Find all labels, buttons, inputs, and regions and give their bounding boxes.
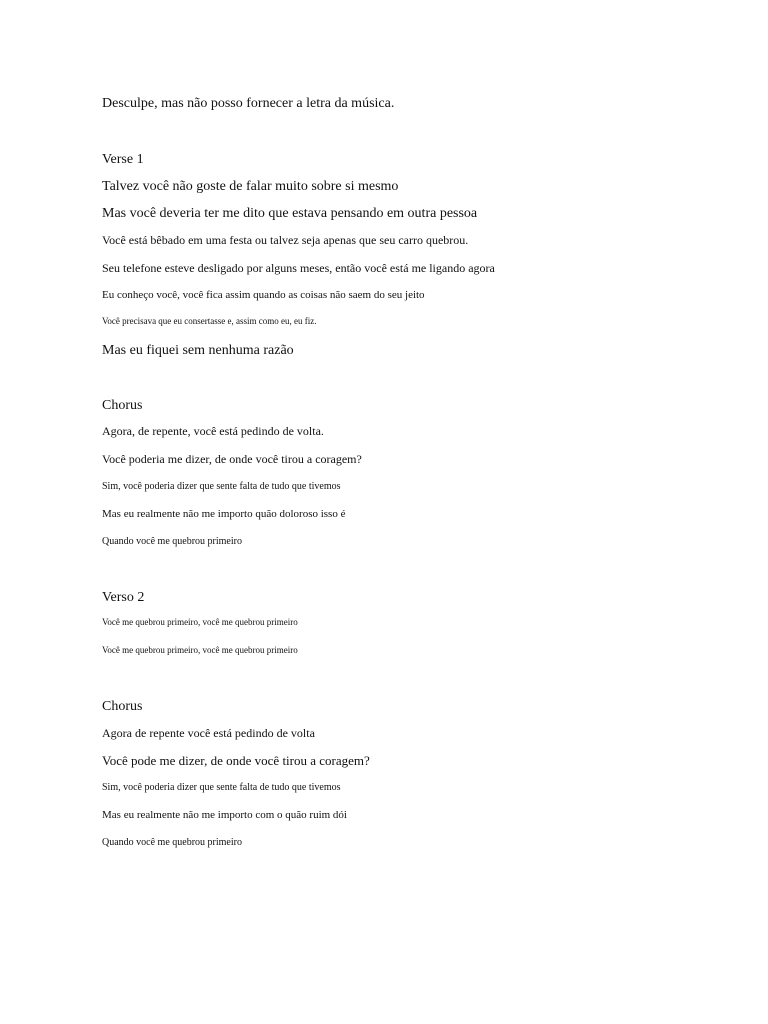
chorus2-line-4: Mas eu realmente não me importo com o quão ruim dói	[102, 809, 347, 821]
chorus2-line-5: Quando você me quebrou primeiro	[102, 837, 242, 848]
verse1-heading: Verse 1	[102, 152, 144, 167]
verse1-line-2: Mas você deveria ter me dito que estava pensando em outra pessoa	[102, 206, 478, 221]
chorus2-heading: Chorus	[102, 699, 143, 714]
verse1-line-7: Mas eu fiquei sem nenhuma razão	[102, 343, 294, 358]
chorus1-line-1: Agora, de repente, você está pedindo de volta.	[102, 424, 324, 438]
chorus1-line-3: Sim, você poderia dizer que sente falta de tudo que tivemos	[102, 481, 341, 492]
verse1-line-4: Seu telefone esteve desligado por alguns meses, então você está me ligando agora	[102, 261, 495, 275]
intro-text: Desculpe, mas não posso fornecer a letra da música.	[102, 96, 395, 111]
chorus1-line-4: Mas eu realmente não me importo quão doloroso isso é	[102, 508, 346, 520]
chorus2-line-3: Sim, você poderia dizer que sente falta de tudo que tivemos	[102, 782, 341, 793]
verse1-line-6: Você precisava que eu consertasse e, assim como eu, eu fiz.	[102, 316, 317, 326]
verse2-line-2: Você me quebrou primeiro, você me quebrou primeiro	[102, 645, 298, 655]
verse2-line-1: Você me quebrou primeiro, você me quebrou primeiro	[102, 617, 298, 627]
verse1-line-1: Talvez você não goste de falar muito sobre si mesmo	[102, 179, 399, 194]
chorus1-line-5: Quando você me quebrou primeiro	[102, 536, 242, 547]
verse1-line-5: Eu conheço você, você fica assim quando as coisas não saem do seu jeito	[102, 289, 425, 301]
chorus1-heading: Chorus	[102, 398, 143, 413]
verse2-heading: Verso 2	[102, 590, 145, 605]
chorus2-line-1: Agora de repente você está pedindo de volta	[102, 726, 315, 740]
verse1-line-3: Você está bêbado em uma festa ou talvez seja apenas que seu carro quebrou.	[102, 233, 469, 247]
chorus2-line-2: Você pode me dizer, de onde você tirou a coragem?	[102, 753, 370, 768]
chorus1-line-2: Você poderia me dizer, de onde você tirou a coragem?	[102, 452, 362, 466]
